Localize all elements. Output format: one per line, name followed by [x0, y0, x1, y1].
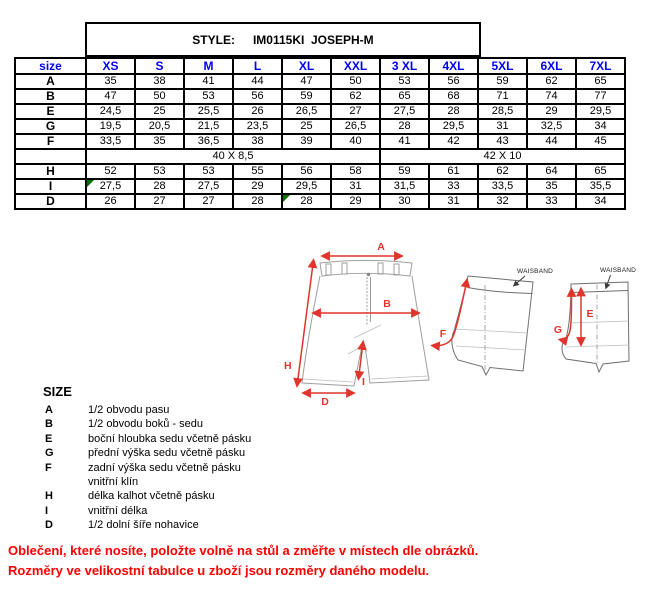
column-header: 4XL: [429, 58, 478, 74]
legend-item: [35, 432, 345, 446]
legend-item: [35, 446, 345, 460]
legend-text: vnitřní klín: [88, 476, 139, 489]
diagram-label-e: E: [586, 308, 594, 320]
table-row: [15, 104, 625, 119]
table-cell: 23,5: [233, 119, 282, 134]
table-cell: 26,5: [331, 119, 380, 134]
row-label: D: [15, 194, 86, 209]
legend-text: délka kalhot včetně pásku: [88, 490, 215, 503]
table-cell: 34: [576, 119, 625, 134]
table-cell: 36,5: [184, 134, 233, 149]
table-row: [15, 74, 625, 89]
table-cell: 56: [233, 89, 282, 104]
legend-letter: G: [45, 447, 54, 460]
row-label: B: [15, 89, 86, 104]
table-row: [15, 194, 625, 209]
diagram-label-f: F: [439, 328, 447, 340]
table-cell: 43: [478, 134, 527, 149]
table-cell: 33,5: [86, 134, 135, 149]
table-cell: 27,5: [380, 104, 429, 119]
table-cell: 38: [135, 74, 184, 89]
table-cell: 45: [576, 134, 625, 149]
table-cell: 62: [527, 74, 576, 89]
header-row: [15, 58, 625, 74]
style-header-box: [85, 22, 481, 57]
note-line-2: Rozměry ve velikostní tabulce u zboží jsou rozměry daného modelu.: [8, 562, 430, 578]
table-cell: 62: [331, 89, 380, 104]
waistband-label-front: WAISBAND: [600, 267, 637, 274]
row-label-empty: [15, 149, 86, 164]
button-icon: [367, 273, 371, 277]
table-cell: 35: [527, 179, 576, 194]
table-cell: 32,5: [527, 119, 576, 134]
legend-letter: B: [45, 418, 53, 431]
table-cell: 33: [527, 194, 576, 209]
legend-item: [35, 518, 345, 532]
table-cell: 41: [380, 134, 429, 149]
table-cell: 25: [135, 104, 184, 119]
table-cell: 59: [282, 89, 331, 104]
table-cell: 59: [380, 164, 429, 179]
column-header: S: [135, 58, 184, 74]
legend-letter: H: [45, 490, 53, 503]
legend-text: 1/2 obvodu boků - sedu: [88, 418, 203, 431]
table-cell: 19,5: [86, 119, 135, 134]
legend-letter: A: [45, 404, 53, 416]
table-cell: 35: [135, 134, 184, 149]
belt-loop: [342, 263, 347, 274]
diagram-label-g: G: [553, 324, 563, 336]
table-cell: 27,5: [86, 179, 135, 194]
waistband-label-back: WAISBAND: [517, 268, 554, 275]
table-cell: 56: [429, 74, 478, 89]
legend-letter: F: [45, 461, 52, 474]
legend-letter: D: [45, 519, 53, 532]
diagram-label-a: A: [377, 241, 385, 253]
size-legend: [35, 384, 345, 533]
row-label: I: [15, 179, 86, 194]
table-cell: 62: [478, 164, 527, 179]
table-cell: 39: [282, 134, 331, 149]
table-cell: 71: [478, 89, 527, 104]
table-cell: 65: [576, 74, 625, 89]
table-cell: 32: [478, 194, 527, 209]
legend-item: [35, 417, 345, 431]
table-cell: 24,5: [86, 104, 135, 119]
table-cell: 56: [282, 164, 331, 179]
front-panel-view: [554, 267, 636, 372]
back-panel-view: [432, 268, 553, 375]
legend-letter: E: [45, 432, 53, 445]
column-header: 5XL: [478, 58, 527, 74]
table-cell: 25,5: [184, 104, 233, 119]
legend-title: SIZE: [43, 384, 72, 399]
waistband-pointer-front: [606, 275, 611, 288]
shorts-front-view: [302, 260, 429, 386]
table-cell: 29: [331, 194, 380, 209]
table-cell: 65: [380, 89, 429, 104]
table-cell: 52: [86, 164, 135, 179]
table-cell: 53: [184, 89, 233, 104]
legend-text: 1/2 dolní šíře nohavice: [88, 519, 199, 532]
table-row: [15, 149, 625, 164]
note-line-1: Oblečení, které nosíte, položte volně na stůl a změřte v místech dle obrázků.: [8, 543, 479, 558]
table-cell: 42: [429, 134, 478, 149]
comment-marker-icon: [283, 195, 290, 202]
row-label: H: [15, 164, 86, 179]
legend-text: boční hloubka sedu včetně pásku: [88, 432, 252, 445]
table-cell: 59: [478, 74, 527, 89]
legend-item: [35, 403, 345, 417]
table-cell: 29: [527, 104, 576, 119]
table-cell: 58: [331, 164, 380, 179]
table-cell: 77: [576, 89, 625, 104]
table-cell: 74: [527, 89, 576, 104]
table-row: [15, 119, 625, 134]
style-label: STYLE:: [192, 32, 235, 47]
table-cell: 65: [576, 164, 625, 179]
merged-measure-cell: 42 X 10: [380, 149, 625, 164]
legend-letter: [35, 475, 88, 489]
legend-text: vnitřní délka: [88, 504, 148, 517]
table-cell: 44: [527, 134, 576, 149]
table-cell: 50: [135, 89, 184, 104]
legend-text: 1/2 obvodu pasu: [88, 404, 170, 416]
belt-loop: [326, 264, 331, 275]
table-cell: 29: [233, 179, 282, 194]
table-cell: 29,5: [282, 179, 331, 194]
table-cell: 27: [331, 104, 380, 119]
table-cell: 30: [380, 194, 429, 209]
style-value: IM0115KI JOSEPH-M: [252, 32, 374, 47]
table-cell: 53: [135, 164, 184, 179]
belt-loop: [378, 263, 383, 274]
column-header: XL: [282, 58, 331, 74]
table-cell: 53: [380, 74, 429, 89]
legend-item: [35, 489, 345, 503]
table-cell: 68: [429, 89, 478, 104]
table-cell: 64: [527, 164, 576, 179]
table-cell: 40: [331, 134, 380, 149]
table-cell: 53: [184, 164, 233, 179]
arrow-F: [432, 280, 467, 346]
comment-marker-icon: [87, 180, 94, 187]
diagram-label-b: B: [383, 298, 391, 310]
table-cell: 50: [331, 74, 380, 89]
legend-item: [35, 504, 345, 518]
row-label: A: [15, 74, 86, 89]
table-cell: 61: [429, 164, 478, 179]
legend-letter: I: [45, 504, 49, 517]
table-cell: 55: [233, 164, 282, 179]
table-cell: 20,5: [135, 119, 184, 134]
row-label: G: [15, 119, 86, 134]
column-header: XS: [86, 58, 135, 74]
table-cell: 33,5: [478, 179, 527, 194]
column-header: 3 XL: [380, 58, 429, 74]
table-row: [15, 164, 625, 179]
table-cell: 21,5: [184, 119, 233, 134]
table-cell: 27,5: [184, 179, 233, 194]
table-cell: 41: [184, 74, 233, 89]
table-cell: 29,5: [576, 104, 625, 119]
table-cell: 47: [282, 74, 331, 89]
legend-item: [35, 475, 345, 489]
table-row: [15, 89, 625, 104]
table-cell: 26,5: [282, 104, 331, 119]
table-cell: 47: [86, 89, 135, 104]
legend-text: zadní výška sedu včetně pásku: [88, 461, 241, 474]
size-table: [14, 57, 626, 210]
footer-notes: [8, 541, 648, 580]
table-cell: 31: [478, 119, 527, 134]
table-cell: 28: [135, 179, 184, 194]
table-cell: 28: [380, 119, 429, 134]
belt-loop: [394, 264, 399, 275]
table-cell: 31: [331, 179, 380, 194]
diagram-label-h: H: [284, 360, 292, 372]
diagram-label-d: D: [321, 396, 329, 408]
table-cell: 28: [282, 194, 331, 209]
table-row: [15, 179, 625, 194]
merged-measure-cell: 40 X 8,5: [86, 149, 380, 164]
table-cell: 29,5: [429, 119, 478, 134]
table-cell: 38: [233, 134, 282, 149]
column-header: XXL: [331, 58, 380, 74]
legend-item: [35, 461, 345, 475]
table-cell: 27: [135, 194, 184, 209]
table-row: [15, 134, 625, 149]
column-header: 6XL: [527, 58, 576, 74]
table-cell: 33: [429, 179, 478, 194]
diagram-label-i: I: [362, 376, 365, 388]
table-cell: 26: [86, 194, 135, 209]
table-cell: 25: [282, 119, 331, 134]
table-cell: 35,5: [576, 179, 625, 194]
table-cell: 26: [233, 104, 282, 119]
table-cell: 44: [233, 74, 282, 89]
column-header: L: [233, 58, 282, 74]
table-cell: 28: [429, 104, 478, 119]
column-header: 7XL: [576, 58, 625, 74]
table-cell: 35: [86, 74, 135, 89]
legend-text: přední výška sedu včetně pásku: [88, 447, 246, 460]
row-label: F: [15, 134, 86, 149]
table-cell: 27: [184, 194, 233, 209]
table-cell: 31: [429, 194, 478, 209]
column-header: M: [184, 58, 233, 74]
row-label: E: [15, 104, 86, 119]
legend-items: [35, 403, 345, 533]
table-cell: 28: [233, 194, 282, 209]
table-cell: 34: [576, 194, 625, 209]
table-cell: 31,5: [380, 179, 429, 194]
table-cell: 28,5: [478, 104, 527, 119]
size-corner-header: size: [15, 58, 86, 74]
